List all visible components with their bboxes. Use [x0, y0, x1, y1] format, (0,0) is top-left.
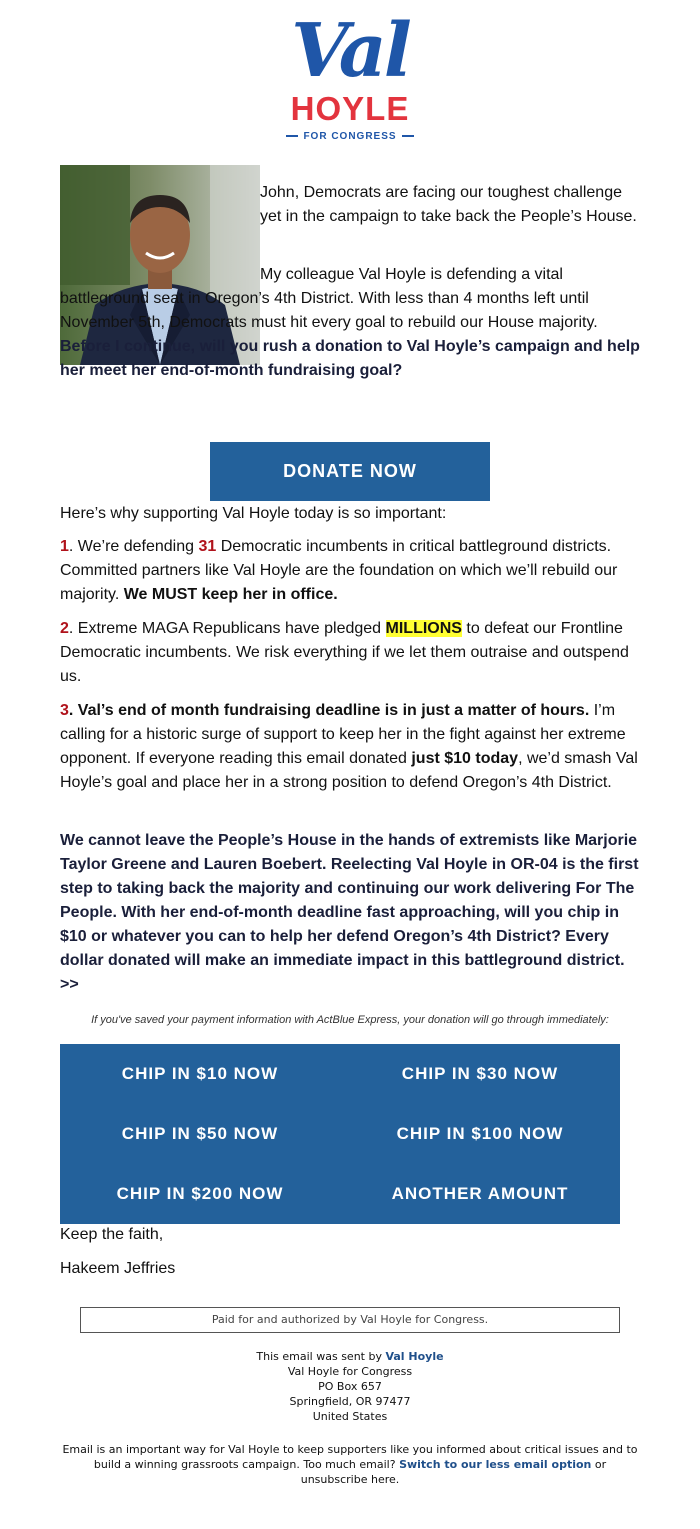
chip-in-200-button[interactable]: CHIP IN $200 NOW	[116, 1184, 284, 1203]
footer-sent-by-text: This email was sent by	[256, 1350, 386, 1363]
point-2	[60, 617, 640, 689]
point-3-post: , we’d smash Val Hoyle’s goal and place her in a strong position to defend Oregon’s 4th District.	[60, 750, 638, 791]
point-3-pre: I’m calling for a historic surge of support to keep her in the fight against her extreme opponent. If everyone reading this email donated	[60, 702, 626, 767]
footer-address-line-1: PO Box 657	[318, 1380, 382, 1393]
chip-in-30-button[interactable]: CHIP IN $30 NOW	[401, 1064, 559, 1083]
why-intro: Here’s why supporting Val Hoyle today is so important:	[60, 505, 447, 522]
point-2-pre: . Extreme MAGA Republicans have pledged	[68, 620, 386, 637]
intro-paragraph-2-text: My colleague Val Hoyle is defending a vital battleground seat in Oregon’s 4th District. With less than 4 months left until November 5th, Democrats must hit every goal to rebuild our House majority.	[60, 266, 598, 331]
point-2-highlight: MILLIONS	[385, 620, 462, 637]
point-3-bold: Val’s end of month fundraising deadline is in just a matter of hours.	[77, 702, 590, 719]
point-1	[60, 535, 640, 607]
chip-in-grid	[60, 1044, 620, 1224]
logo-dash-left	[286, 135, 298, 137]
closing-appeal: We cannot leave the People’s House in the hands of extremists like Marjorie Taylor Greene and Lauren Boebert. Reelecting Val Hoyle in OR-04 is the first step to taking back the majority and continuing our work delivering For The People. With her end-of-month deadline fast approaching, will you chip in $10 or whatever you can to help her defend Oregon’s 4th District? Every dollar donated will make an immediate impact in this battleground district. >>	[60, 832, 639, 993]
footer-blurb	[60, 1442, 640, 1487]
unsubscribe-link[interactable]: unsubscribe here.	[300, 1473, 400, 1486]
point-1-pre: . We’re defending	[68, 538, 199, 555]
point-1-count: 31	[198, 538, 217, 555]
footer-address	[60, 1349, 640, 1424]
point-1-bold: We MUST keep her in office.	[123, 586, 338, 603]
logo-dash-right	[402, 135, 414, 137]
point-3-dot: .	[68, 702, 78, 719]
footer-country: United States	[312, 1410, 388, 1423]
intro-ask-bold: Before I continue, will you rush a donation to Val Hoyle’s campaign and help her meet her end-of-month fundraising goal?	[60, 338, 640, 379]
logo-for-congress	[250, 131, 450, 143]
logo-for-congress-text: FOR CONGRESS	[303, 131, 397, 142]
point-1-post: Democratic incumbents in critical battleground districts. Committed partners like Val Hoyle are the foundation on which we’ll rebuild our majority.	[60, 538, 618, 603]
footer-blurb-text: Email is an important way for Val Hoyle to keep supporters like you informed about critical issues and to build a winning grassroots campaign. Too much email?	[62, 1443, 638, 1471]
actblue-express-note: If you've saved your payment information with ActBlue Express, your donation will go through immediately:	[91, 1014, 609, 1026]
footer-sent-by	[60, 1349, 640, 1364]
signoff: Keep the faith,	[60, 1226, 164, 1243]
campaign-logo	[250, 8, 450, 144]
donate-now-button[interactable]: DONATE NOW	[210, 442, 490, 501]
less-email-link[interactable]: Switch to our less email option	[399, 1458, 592, 1471]
point-1-number: 1	[60, 538, 69, 555]
logo-hoyle-text: HOYLE	[290, 90, 410, 127]
point-3	[60, 699, 640, 795]
point-2-number: 2	[60, 620, 69, 637]
intro-paragraph-1: John, Democrats are facing our toughest challenge yet in the campaign to take back the People’s House.	[260, 184, 637, 225]
footer-address-line-2: Springfield, OR 97477	[289, 1395, 411, 1408]
footer-org: Val Hoyle for Congress	[287, 1365, 413, 1378]
point-3-amount: just $10 today	[411, 750, 519, 767]
logo-val-text: Val	[291, 8, 409, 94]
footer-or: or	[591, 1458, 607, 1471]
footer-sender-link[interactable]: Val Hoyle	[385, 1350, 444, 1363]
chip-in-10-button[interactable]: CHIP IN $10 NOW	[121, 1064, 279, 1083]
signature: Hakeem Jeffries	[60, 1260, 176, 1277]
point-2-post: to defeat our Frontline Democratic incumbents. We risk everything if we let them outraise and outspend us.	[60, 620, 629, 685]
chip-in-50-button[interactable]: CHIP IN $50 NOW	[121, 1124, 279, 1143]
another-amount-button[interactable]: ANOTHER AMOUNT	[391, 1184, 569, 1203]
paid-for-disclaimer: Paid for and authorized by Val Hoyle for Congress.	[80, 1307, 620, 1333]
chip-in-100-button[interactable]: CHIP IN $100 NOW	[396, 1124, 564, 1143]
intro-paragraph-2	[60, 263, 640, 383]
point-3-number: 3	[60, 702, 69, 719]
